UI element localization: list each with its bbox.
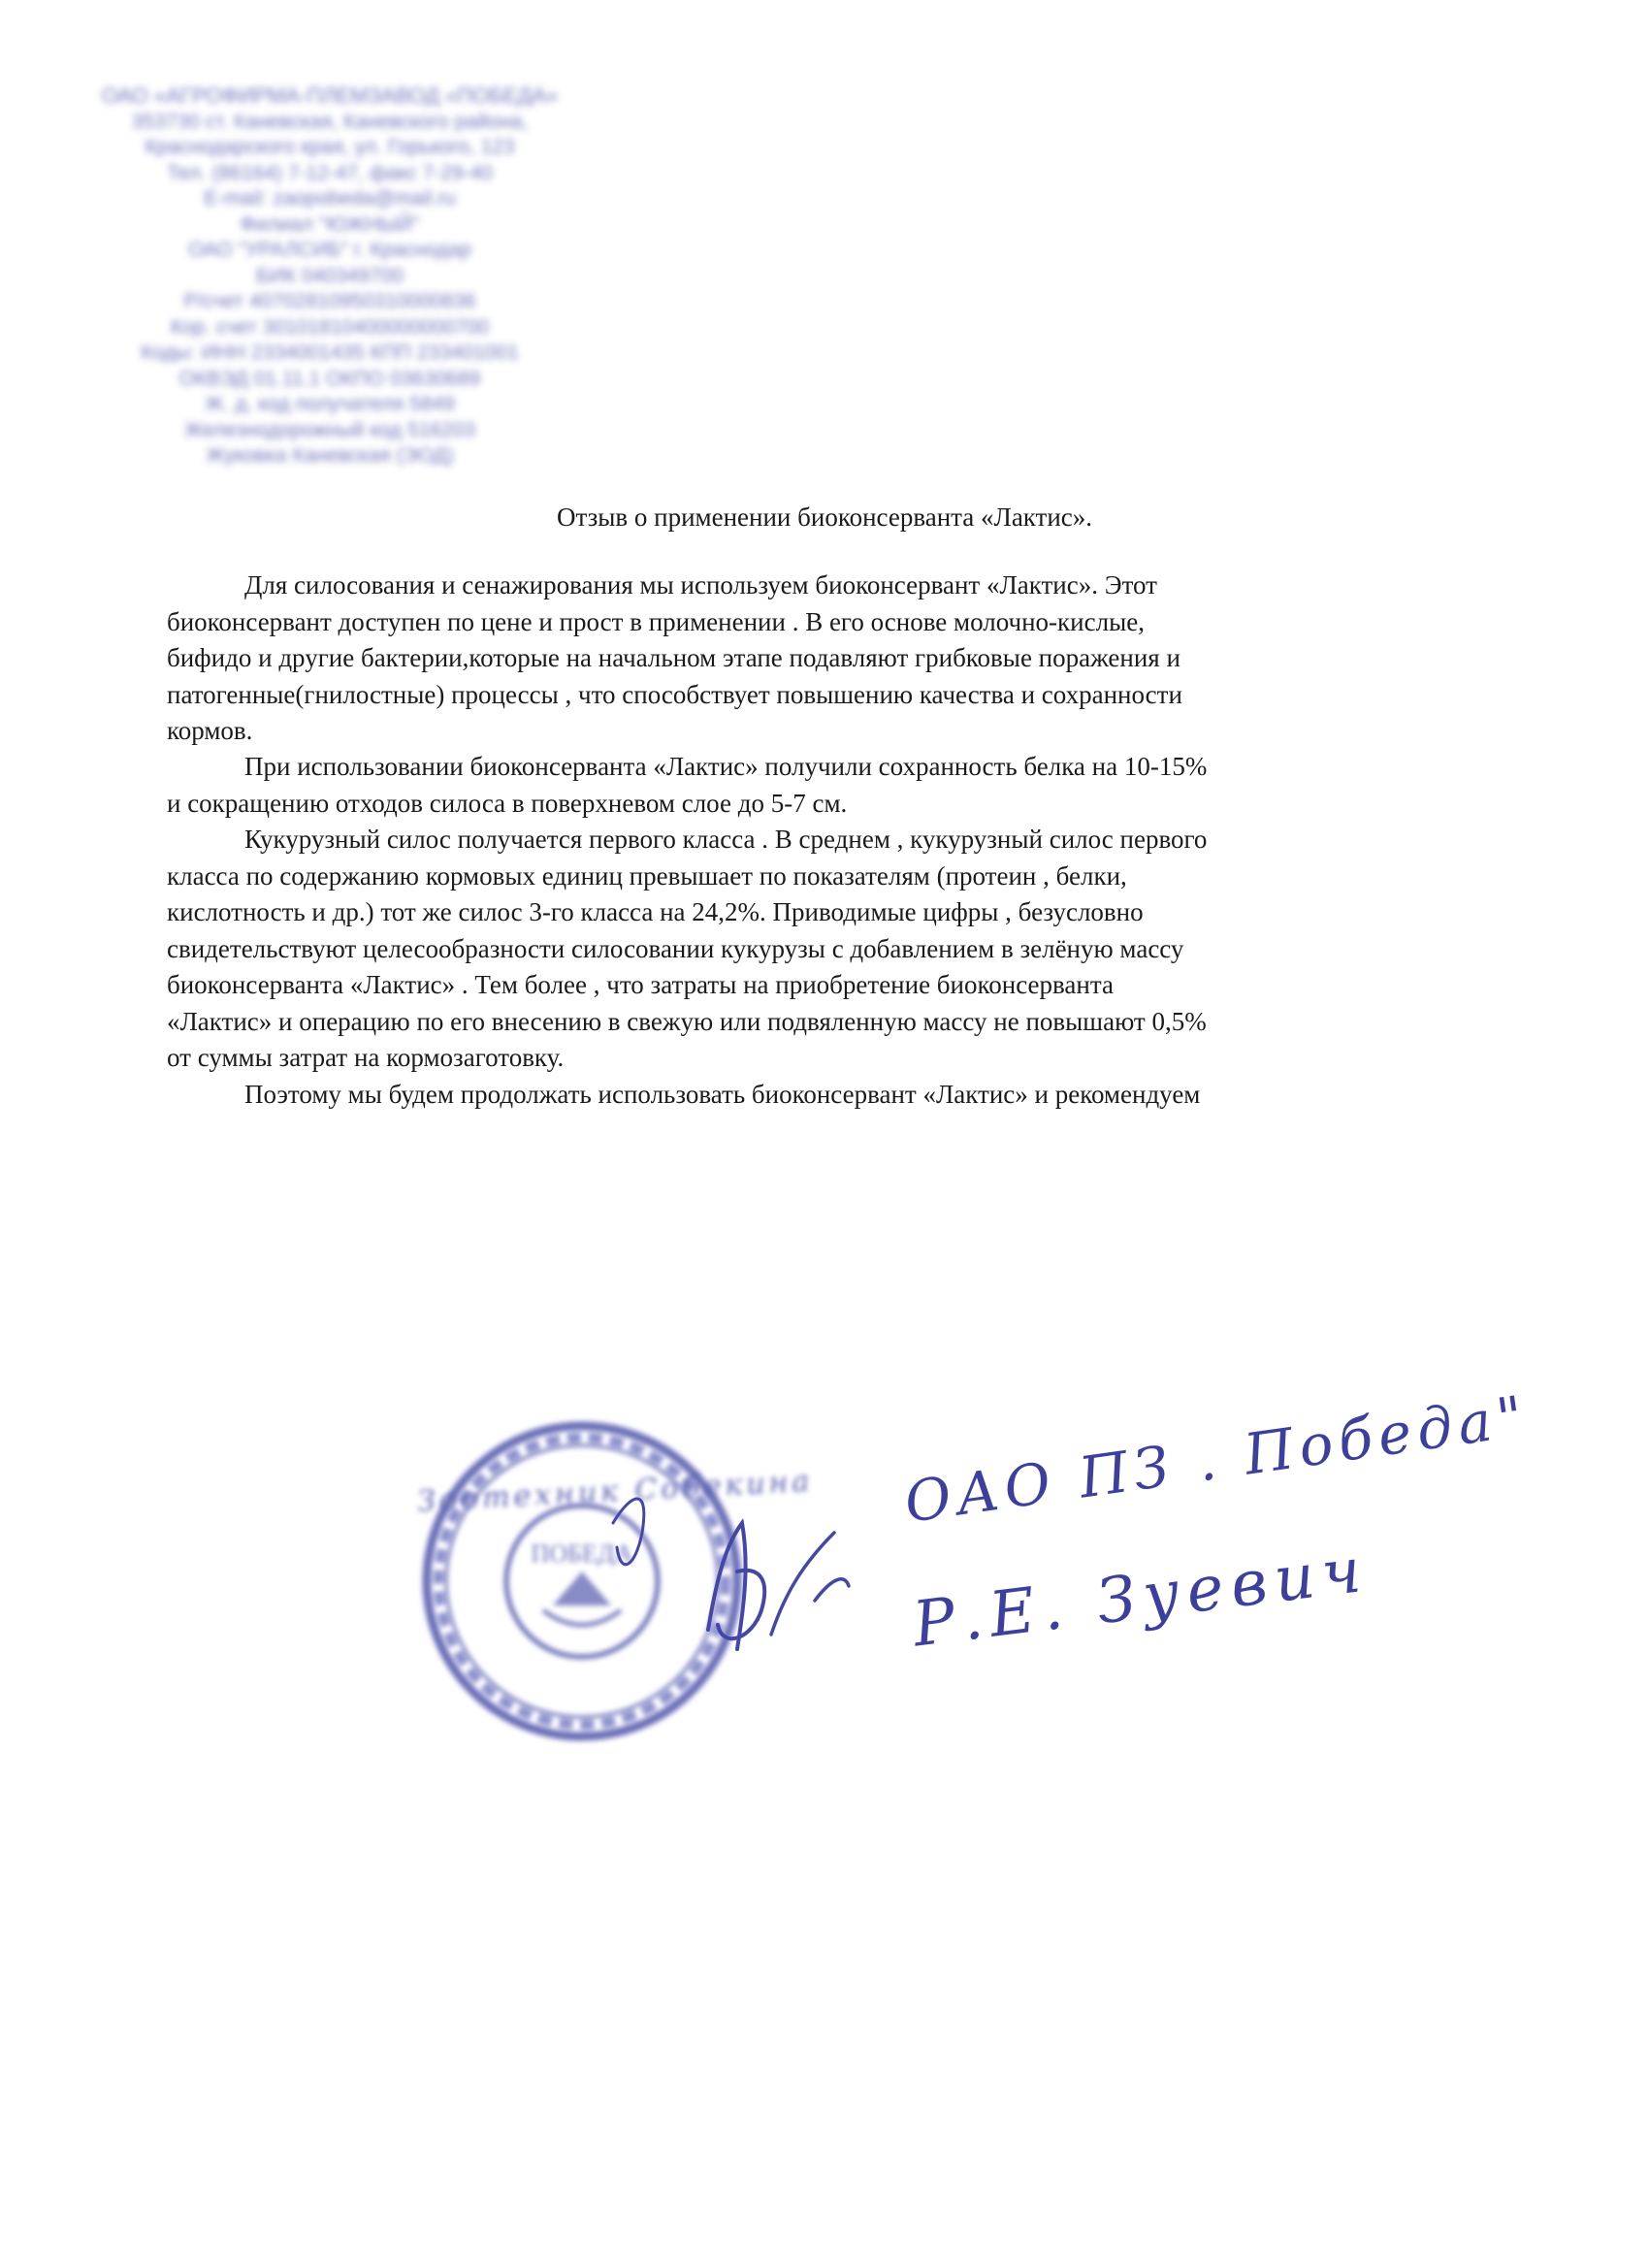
text-line: и сокращению отходов силоса в поверхневом слое до 5-7 см.: [167, 788, 848, 818]
paragraph-2: [167, 749, 1408, 822]
text-line: бифидо и другие бактерии,которые на начальном этапе подавляют грибковые поражения и: [167, 643, 1180, 672]
text-line: биоконсерванта «Лактис» . Тем более , что затраты на приобретение биоконсерванта: [167, 970, 1114, 999]
letterhead-line: E-mail: zaopobeda@mail.ru: [204, 187, 456, 210]
letterhead-line: Тел. (86164) 7-12-47, факс 7-29-40: [167, 161, 493, 184]
text-line: «Лактис» и операцию по его внесению в свежую или подвяленную массу не повышают 0,5%: [167, 1006, 1207, 1036]
seal-caption-handwritten: Зоотехник Собекина: [416, 1464, 815, 1519]
text-line: При использовании биоконсерванта «Лактис» получили сохранность белка на 10-15%: [244, 752, 1208, 781]
letterhead-line: Филиал "ЮЖНЫЙ": [240, 212, 420, 236]
paragraph-3: [167, 822, 1408, 1077]
letterhead-line: ОАО "УРАЛСИБ" г. Краснодар: [188, 239, 471, 261]
text-line: Кукурузный силос получается первого класса . В среднем , кукурузный силос первого: [244, 825, 1208, 854]
signature-organization-handwritten: ОАО ПЗ . Победа": [900, 1382, 1534, 1536]
paragraph-4: [167, 1077, 1408, 1114]
letterhead-line: Краснодарского края, ул. Горького, 123: [145, 136, 515, 158]
text-line: Для силосования и сенажирования мы используем биоконсервант «Лактис». Этот: [244, 570, 1157, 599]
document-title: Отзыв о применении биоконсерванта «Лактис».: [556, 502, 1093, 532]
letterhead-line: Ж. д. код получателя 5849: [205, 393, 455, 415]
text-line: биоконсервант доступен по цене и прост в применении . В его основе молочно-кислые,: [167, 606, 1145, 636]
letterhead-line: ОАО «АГРОФИРМА-ПЛЕМЗАВОД «ПОБЕДА»: [101, 83, 559, 108]
text-line: кормов.: [167, 716, 253, 745]
letterhead-line: Железнодорожный код 516203: [183, 418, 476, 441]
text-line: кислотность и др.) тот же силос 3-го класса на 24,2%. Приводимые цифры , безусловно: [167, 897, 1144, 926]
text-line: патогенные(гнилостные) процессы , что способствует повышению качества и сохранности: [167, 679, 1182, 709]
letterhead-line: Кор. счет 30101810400000000700: [170, 315, 490, 339]
text-line: свидетельствуют целесообразности силосовании кукурузы с добавлением в зелёную массу: [167, 933, 1184, 963]
paragraph-1: [167, 567, 1408, 750]
text-line: класса по содержанию кормовых единиц превышает по показателям (протеин , белки,: [167, 860, 1127, 891]
letterhead-line: ОКВЭД 01.11.1 ОКПО 03630689: [178, 367, 481, 390]
letterhead-line: Жуковка Каневская (ЭОД): [206, 444, 454, 467]
letterhead-stamp: [58, 83, 601, 470]
text-line: от суммы затрат на кормозаготовку.: [167, 1043, 565, 1072]
signature-name-handwritten: Р.Е. Зуевич: [909, 1534, 1373, 1662]
letterhead-line: БИК 040349700: [255, 264, 404, 287]
letterhead-line: Коды: ИНН 2334001435 КПП 233401001: [141, 341, 519, 364]
seal-center-text: ПОБЕДА: [531, 1539, 633, 1568]
text-line: Поэтому мы будем продолжать использовать биоконсервант «Лактис» и рекомендуем: [244, 1080, 1201, 1109]
letterhead-line: 353730 ст. Каневская, Каневского района,: [131, 110, 529, 133]
letterhead-line: Р/счет 40702810950310000836: [183, 290, 476, 312]
